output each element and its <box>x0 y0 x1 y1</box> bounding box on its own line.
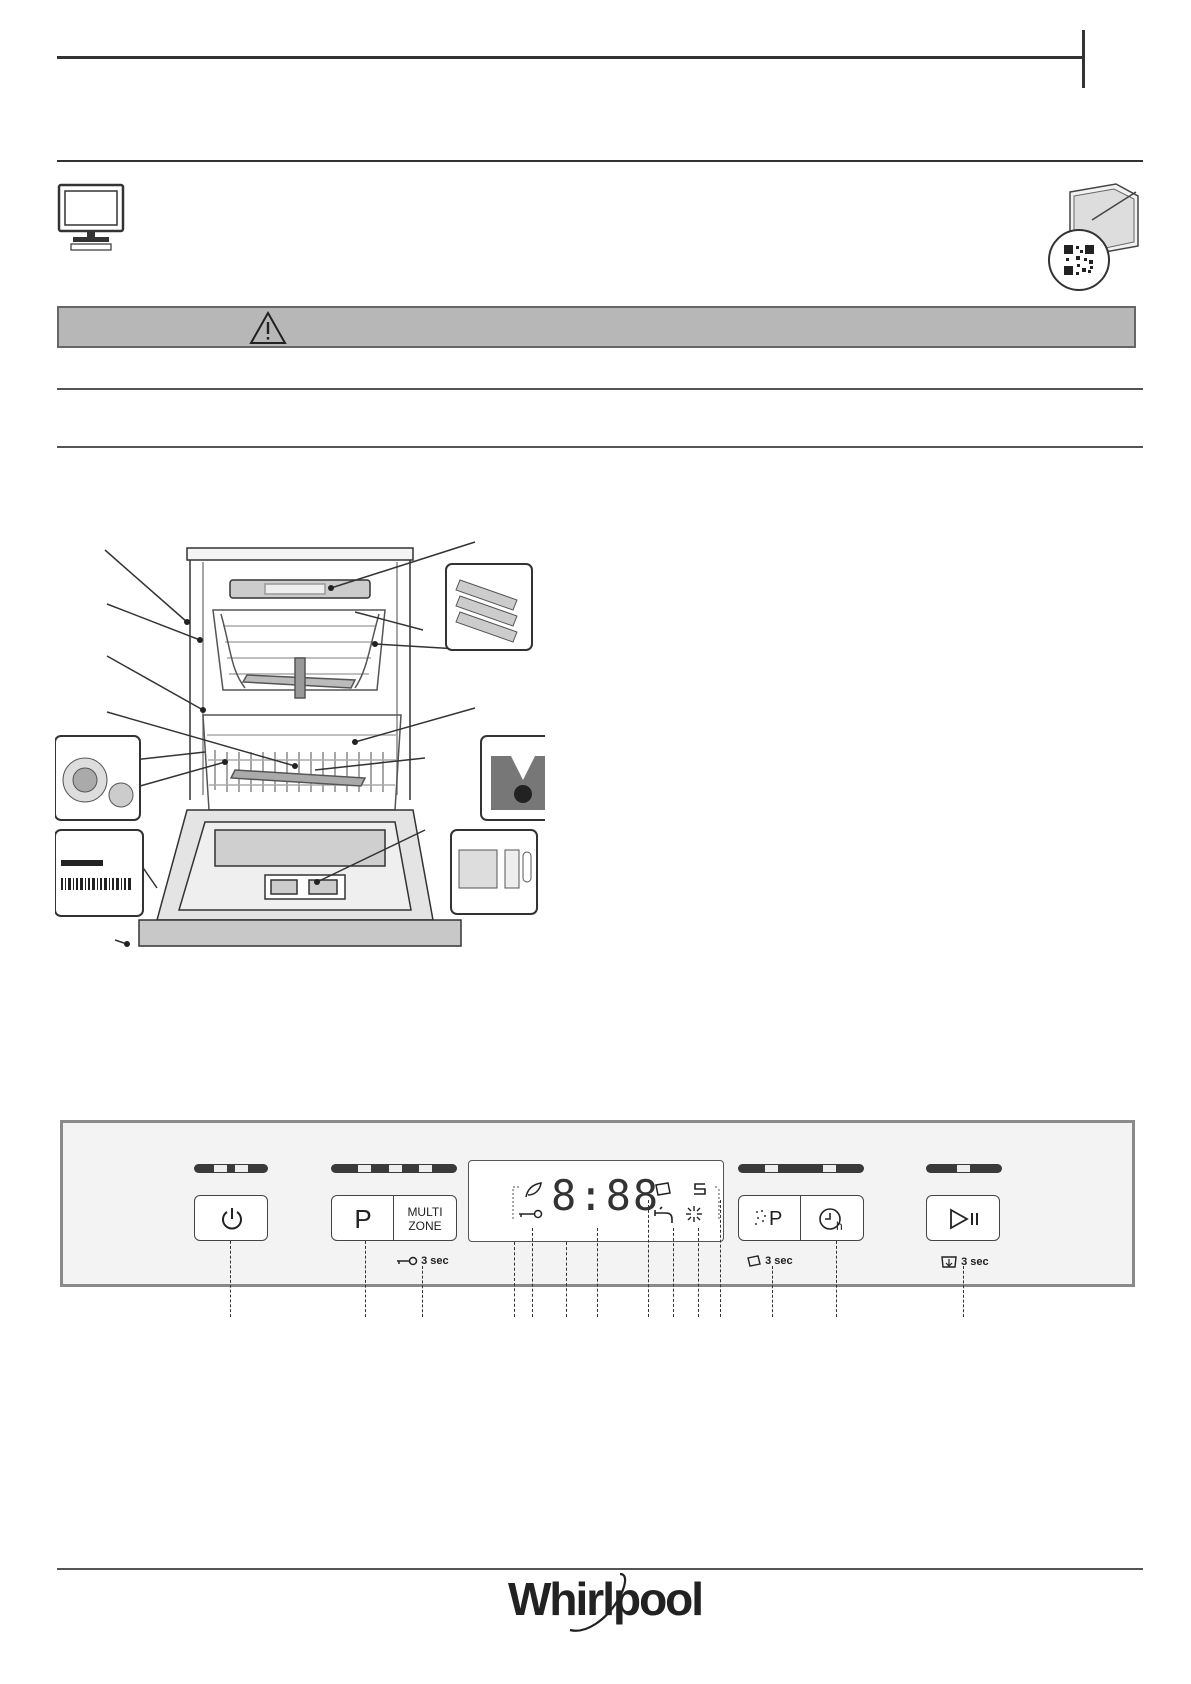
clock-icon <box>818 1205 848 1233</box>
program-button[interactable] <box>331 1195 395 1241</box>
key-icon <box>396 1256 418 1266</box>
sparkle-icon <box>685 1205 703 1223</box>
leader-display-1 <box>514 1242 515 1317</box>
key-lock-hint-text: 3 sec <box>421 1255 449 1267</box>
reset-hint-text: 3 sec <box>961 1255 989 1268</box>
section-rule <box>57 160 1143 162</box>
whirlpool-logo: Whirlpool <box>508 1573 703 1625</box>
leader-display-3 <box>566 1242 567 1317</box>
monitor-icon <box>57 183 127 253</box>
indicator-strip-power <box>194 1164 268 1173</box>
delay-start-button[interactable] <box>800 1195 864 1241</box>
warning-banner <box>57 306 1136 348</box>
leader-multizone <box>422 1266 423 1317</box>
tablet-hint-text: 3 sec <box>765 1255 793 1267</box>
leader-delay <box>836 1241 837 1317</box>
tablet-hint <box>746 1255 793 1267</box>
salt-icon <box>691 1181 709 1197</box>
program-button-label: P <box>354 1204 372 1234</box>
whirlpool-logo-swoosh <box>566 1570 646 1636</box>
multizone-label-line2: ZONE <box>408 1219 442 1233</box>
display-tablet-icon <box>653 1181 673 1197</box>
steam-program-label: P <box>769 1208 783 1230</box>
top-rule-tick <box>1082 30 1085 88</box>
display-key-icon <box>518 1209 544 1219</box>
leader-display-2 <box>532 1228 533 1317</box>
power-icon <box>218 1205 246 1233</box>
power-button[interactable] <box>194 1195 268 1241</box>
divider-1 <box>57 388 1143 390</box>
divider-2 <box>57 446 1143 448</box>
indicator-strip-program <box>331 1164 457 1173</box>
leader-steam <box>772 1266 773 1317</box>
status-display <box>468 1160 724 1242</box>
leader-program <box>365 1241 366 1317</box>
tablet-icon <box>746 1255 762 1267</box>
dishwasher-illustration <box>55 530 545 980</box>
multizone-button[interactable] <box>393 1195 457 1241</box>
leader-display-8 <box>720 1200 721 1317</box>
rinse-aid-tap-icon <box>652 1205 676 1225</box>
start-pause-button[interactable] <box>926 1195 1000 1241</box>
warning-triangle-icon <box>249 311 287 345</box>
qr-code-appliance-icon <box>1044 180 1142 292</box>
leader-display-7 <box>698 1228 699 1317</box>
reset-hint <box>940 1255 989 1269</box>
leader-start <box>963 1266 964 1317</box>
indicator-strip-options <box>738 1164 864 1173</box>
steam-icon <box>753 1208 769 1228</box>
indicator-strip-start <box>926 1164 1002 1173</box>
multizone-label-line1: MULTI <box>407 1205 443 1219</box>
leader-display-5 <box>648 1200 649 1317</box>
drain-icon <box>940 1255 958 1269</box>
display-digits: 8:88 <box>551 1171 661 1220</box>
leader-display-6 <box>673 1228 674 1317</box>
leader-power <box>230 1241 231 1317</box>
eco-leaf-icon <box>523 1181 543 1199</box>
leader-display-4 <box>597 1228 598 1317</box>
play-pause-icon <box>948 1207 980 1231</box>
svg-text:h: h <box>836 1219 843 1233</box>
top-rule <box>57 56 1083 59</box>
steam-program-button[interactable] <box>738 1195 802 1241</box>
